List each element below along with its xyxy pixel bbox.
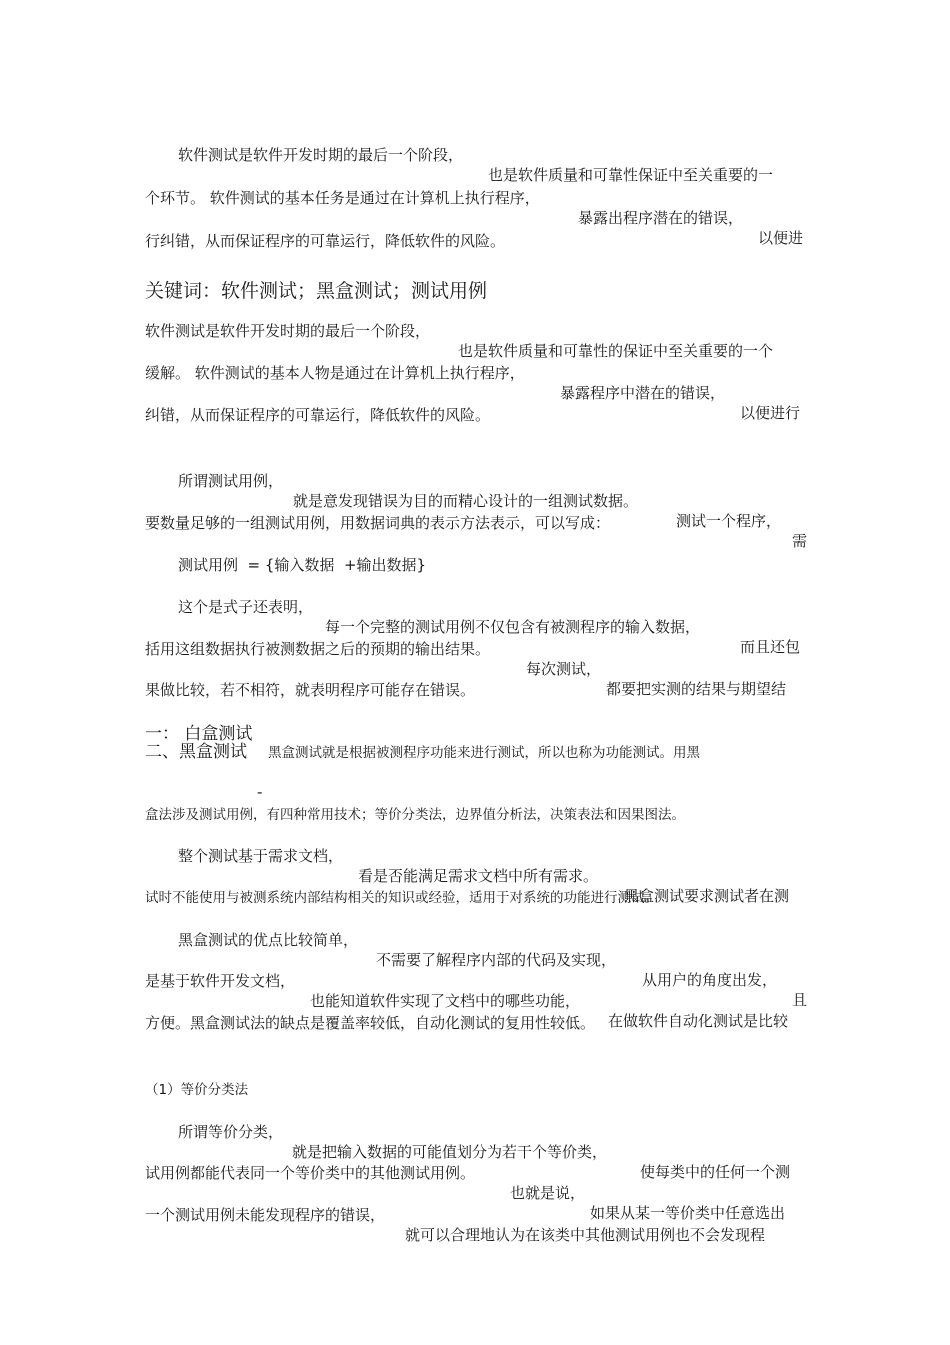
text-segment: 是基于软件开发文档，: [145, 972, 296, 990]
formula: [0, 535, 427, 575]
text-segment: 黑盒测试的优点比较简单，: [178, 931, 359, 949]
abstract-line-3: [0, 211, 506, 251]
text-segment: 也能知道软件实现了文档中的哪些功能，: [310, 992, 581, 1010]
text-segment: 从用户的角度出发，: [642, 971, 778, 989]
text-segment: 也是软件质量和可靠性的保证中至关重要的一个: [458, 342, 774, 360]
text-segment: 括用这组数据执行被测数据之后的预期的输出结果。: [145, 640, 491, 658]
text-segment: 而且还包: [740, 638, 801, 656]
section-heading-whitebox: [0, 701, 253, 745]
text-segment: 也是软件质量和可靠性保证中至关重要的一: [488, 166, 774, 184]
text-segment: 行纠错，从而保证程序的可靠运行，降低软件的风险。: [145, 232, 506, 250]
text-segment: 方便。黑盒测试法的缺点是覆盖率较低，自动化测试的复用性较低。: [145, 1014, 596, 1032]
text-segment: 个环节。 软件测试的基本任务是通过在计算机上执行程序，: [145, 189, 540, 207]
section-heading-blackbox: 二、黑盒测试: [145, 742, 247, 762]
keywords-text: 关键词：软件测试；黑盒测试；测试用例: [145, 280, 488, 302]
text-segment: 以便进行: [740, 404, 801, 422]
section-heading-text: 一： 白盒测试: [145, 724, 253, 744]
text-segment: 以便进: [758, 229, 804, 247]
text-segment: 就是意发现错误为目的而精心设计的一组测试数据。: [293, 492, 639, 510]
subsection-equivalence: [0, 1060, 249, 1100]
text-segment: 测试一个程序，: [676, 512, 782, 530]
text-segment: 黑盒测试要求测试者在测: [624, 887, 790, 905]
heading-dash: -: [257, 783, 263, 801]
text-segment: 这个是式子还表明，: [178, 598, 314, 616]
text-segment: 要数量足够的一组测试用例，用数据词典的表示方法表示，可以写成：: [145, 514, 611, 532]
text-segment: 需: [792, 532, 808, 550]
text-segment: 软件测试是软件开发时期的最后一个阶段，: [178, 146, 464, 164]
text-segment: 就可以合理地认为在该类中其他测试用例也不会发现程: [405, 1226, 766, 1244]
subsection-heading: （1）等价分类法: [145, 1082, 249, 1098]
text-segment: 在做软件自动化测试是比较: [608, 1012, 789, 1030]
text-segment: 整个测试基于需求文档，: [178, 847, 344, 865]
text-segment: 不需要了解程序内部的代码及实现，: [376, 951, 617, 969]
keywords: [0, 255, 488, 303]
text-segment: 使每类中的任何一个测: [640, 1163, 791, 1181]
text-segment: 黑盒测试就是根据被测程序功能来进行测试，所以也称为功能测试。用黑: [268, 745, 700, 761]
translated-line-3: [0, 385, 491, 425]
text-segment: 就是把输入数据的可能值划分为若干个等价类，: [292, 1143, 608, 1161]
text-segment: 盒法涉及测试用例，有四种常用技术；等价分类法，边界值分析法，决策表法和因果图法。: [145, 807, 685, 823]
text-segment: 所谓等价分类，: [178, 1123, 284, 1141]
text-segment: 一个测试用例未能发现程序的错误，: [145, 1206, 386, 1224]
text-segment: 纠错，从而保证程序的可靠运行，降低软件的风险。: [145, 406, 491, 424]
text-segment: 果做比较，若不相符，就表明程序可能存在错误。: [145, 681, 476, 699]
text-segment: 缓解。 软件测试的基本人物是通过在计算机上执行程序，: [145, 364, 525, 382]
text-segment: 软件测试是软件开发时期的最后一个阶段，: [145, 322, 431, 340]
text-segment: 暴露出程序潜在的错误，: [578, 209, 744, 227]
formula-text: 测试用例 = {输入数据 +输出数据}: [178, 556, 427, 574]
text-segment: 试用例都能代表同一个等价类中的其他测试用例。: [145, 1164, 476, 1182]
text-segment: 暴露程序中潜在的错误，: [560, 384, 726, 402]
text-segment: 所谓测试用例，: [178, 472, 284, 490]
text-segment: 都要把实测的结果与期望结: [606, 680, 787, 698]
text-segment: 每一个完整的测试用例不仅包含有被测程序的输入数据，: [325, 618, 701, 636]
text-segment: 也就是说，: [510, 1184, 586, 1202]
text-segment: 每次测试，: [526, 660, 602, 678]
text-segment: 且: [792, 991, 808, 1009]
text-segment: 看是否能满足需求文档中所有需求。: [358, 867, 599, 885]
expected-line-3: [0, 660, 476, 700]
section-blackbox-line-2: [0, 785, 685, 825]
text-segment: 试时不能使用与被测系统内部结构相关的知识或经验，适用于对系统的功能进行测试。: [145, 890, 658, 906]
text-segment: 如果从某一等价类中任意选出: [590, 1204, 786, 1222]
